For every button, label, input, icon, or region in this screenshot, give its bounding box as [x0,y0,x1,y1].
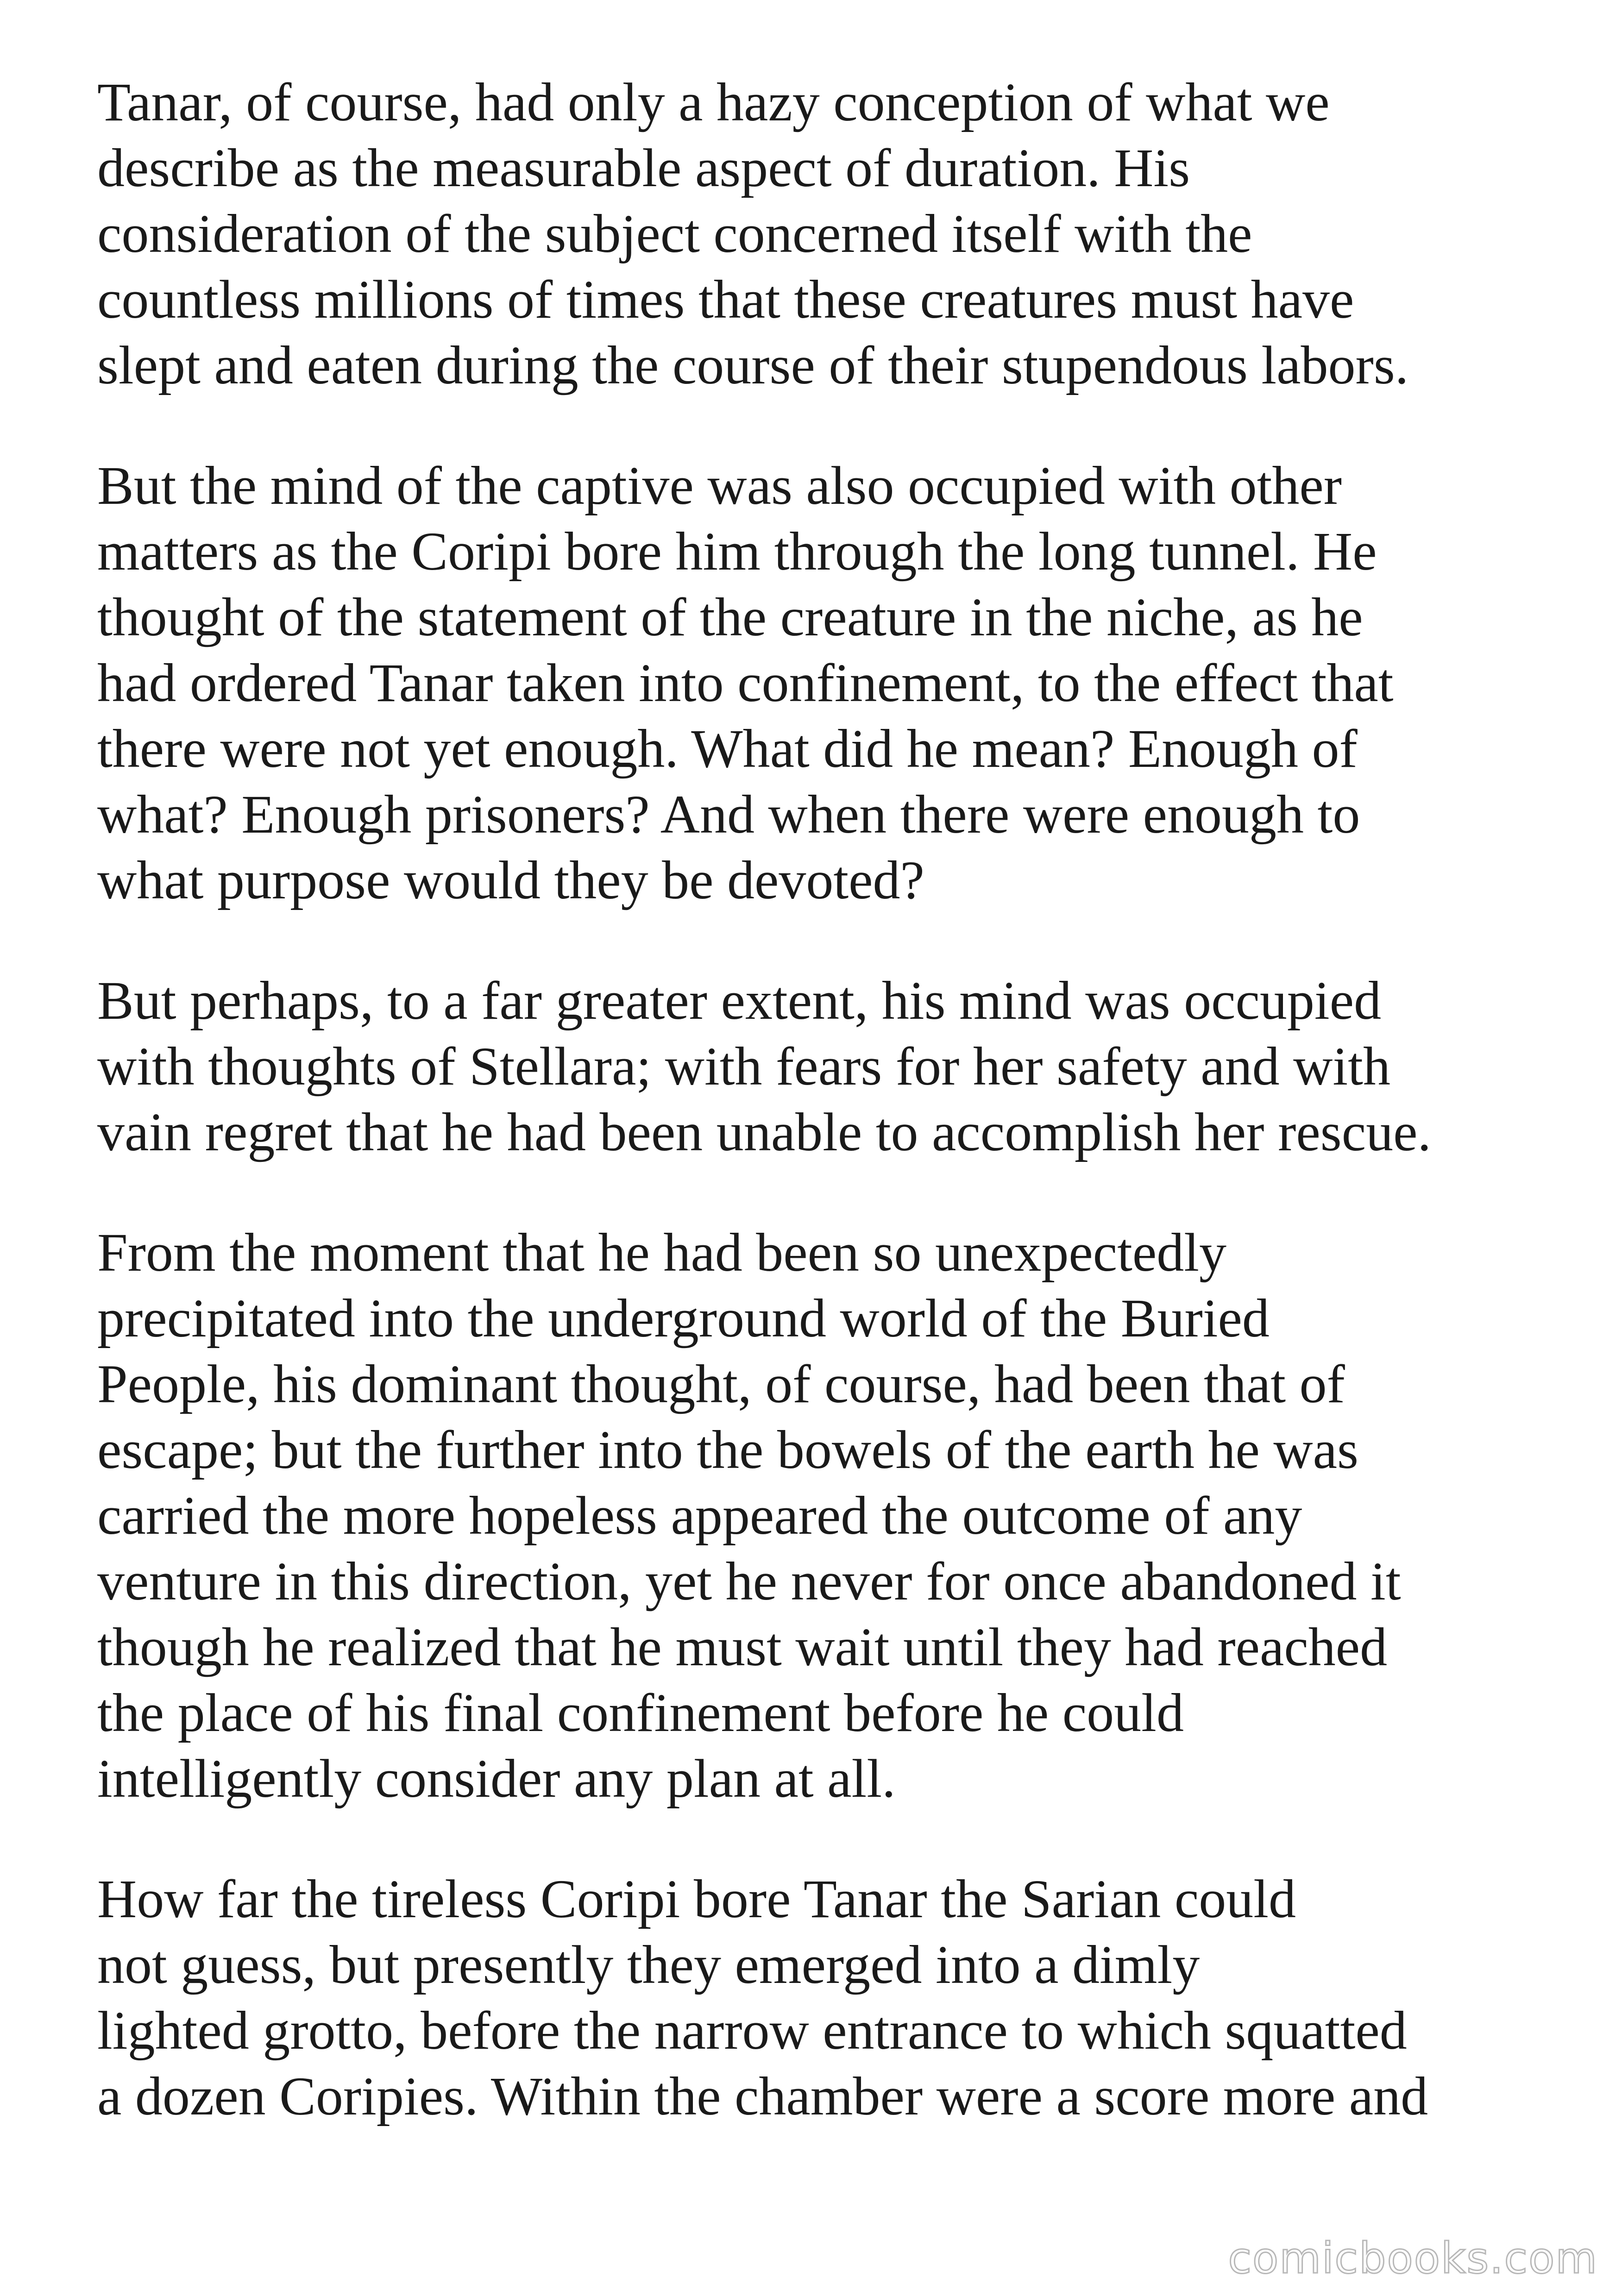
paragraph-5 [97,1866,1565,2129]
text-line: with thoughts of Stellara; with fears for her safety and with [97,1036,1390,1097]
paragraph-2 [97,453,1565,913]
text-line: what purpose would they be devoted? [97,850,924,910]
text-line: had ordered Tanar taken into confinement, to the effect that [97,652,1394,713]
text-line: countless millions of times that these creatures must have [97,269,1354,330]
text-line: the place of his final confinement before he could [97,1682,1184,1743]
watermark-logo: comicbooks.com [1228,2233,1598,2283]
text-line: describe as the measurable aspect of duration. His [97,138,1190,198]
text-line: though he realized that he must wait until they had reached [97,1617,1388,1677]
text-line: lighted grotto, before the narrow entrance to which squatted [97,2000,1407,2061]
text-line: How far the tireless Coripi bore Tanar the Sarian could [97,1869,1296,1929]
text-line: not guess, but presently they emerged into a dimly [97,1934,1200,1995]
text-line: consideration of the subject concerned itself with the [97,203,1252,264]
text-line: intelligently consider any plan at all. [97,1748,896,1809]
text-line: what? Enough prisoners? And when there were enough to [97,784,1360,845]
text-line: From the moment that he had been so unexpectedly [97,1222,1227,1283]
text-line: carried the more hopeless appeared the outcome of any [97,1485,1302,1546]
paragraph-1 [97,69,1565,398]
paragraph-3 [97,968,1565,1165]
text-line: People, his dominant thought, of course, had been that of [97,1354,1345,1414]
text-line: thought of the statement of the creature in the niche, as he [97,587,1363,647]
paragraph-4 [97,1220,1565,1812]
text-line: vain regret that he had been unable to accomplish her rescue. [97,1102,1431,1162]
text-line: precipitated into the underground world of the Buried [97,1288,1270,1349]
text-line: a dozen Coripies. Within the chamber were a score more and [97,2066,1428,2127]
text-line: But the mind of the captive was also occupied with other [97,455,1342,516]
text-line: venture in this direction, yet he never for once abandoned it [97,1551,1401,1612]
text-line: matters as the Coripi bore him through the long tunnel. He [97,521,1377,582]
text-line: Tanar, of course, had only a hazy conception of what we [97,72,1330,132]
text-line: escape; but the further into the bowels of the earth he was [97,1419,1358,1480]
text-line: there were not yet enough. What did he mean? Enough of [97,718,1358,779]
text-line: But perhaps, to a far greater extent, his mind was occupied [97,970,1382,1031]
body-text [97,69,1565,2184]
text-line: slept and eaten during the course of their stupendous labors. [97,335,1409,395]
